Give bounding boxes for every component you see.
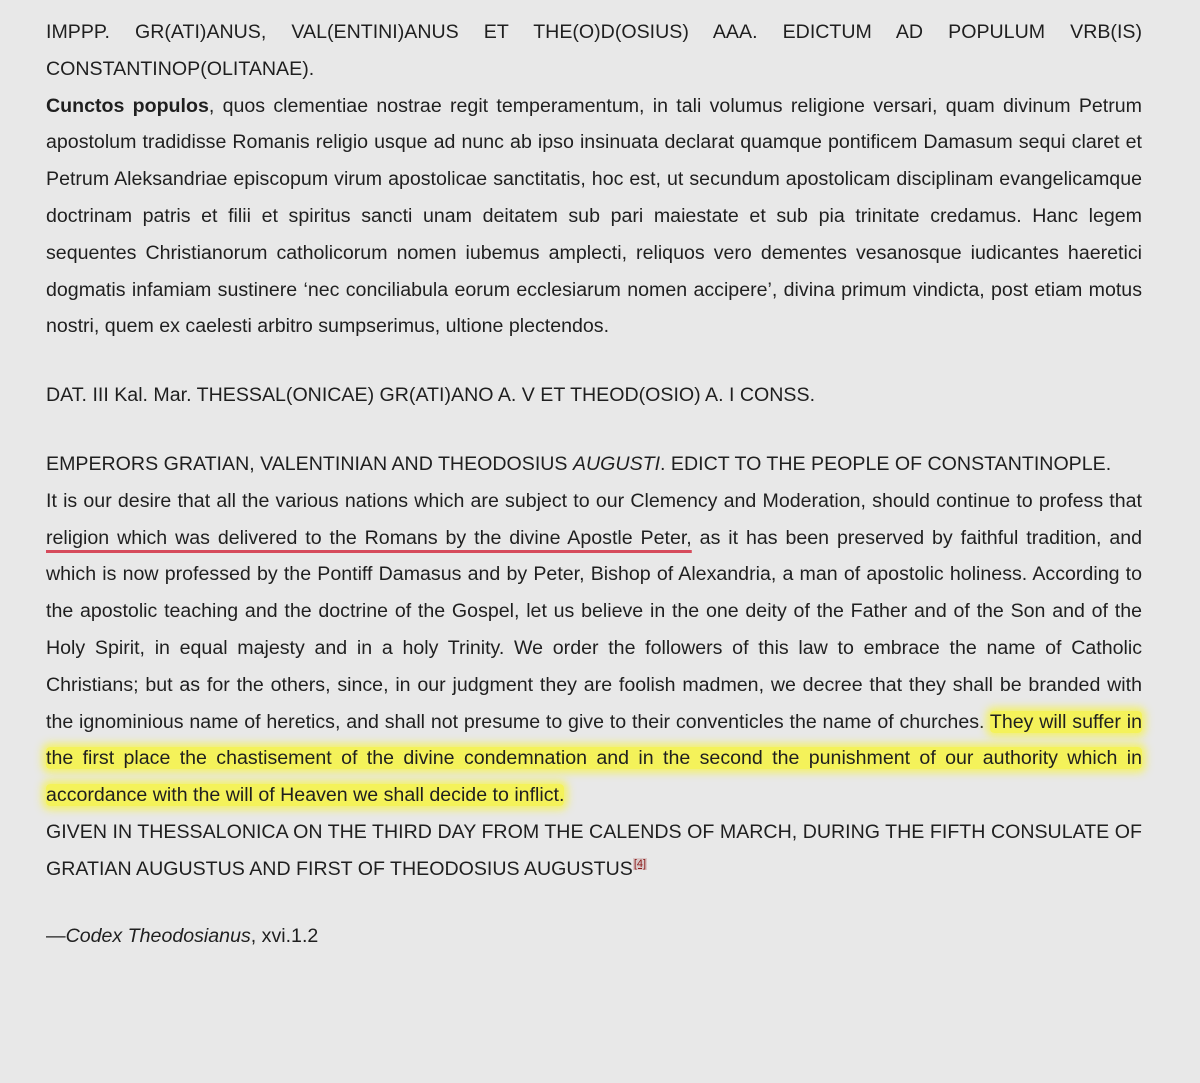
given-line — [46, 814, 1142, 888]
english-heading-part-a: EMPERORS GRATIAN, VALENTINIAN AND THEODOSIUS — [46, 452, 573, 475]
citation-reference: , xvi.1.2 — [250, 924, 319, 947]
latin-lead-phrase: Cunctos populos — [46, 94, 209, 117]
citation-dash: — — [46, 924, 66, 947]
latin-date-line — [46, 377, 1142, 414]
latin-body-text: , quos clementiae nostrae regit temperamentum, in tali volumus religione versari, quam divinum Petrum apostolum tradidisse Romanis religio usque ad nunc ab ipso insinuata declarat quamque pontificem Damasum sequi claret et Petrum Aleksandriae episcopum virum apostolicae sanctitatis, hoc est, ut secundum apostolicam disciplinam evangelicamque doctrinam patris et filii et spiritus sancti unam deitatem sub pari maiestate et sub pia trinitate credamus. Hanc legem sequentes Christianorum catholicorum nomen iubemus amplecti, reliquos vero dementes vesanosque iudicantes haeretici dogmatis infamiam sustinere ‘nec conciliabula eorum ecclesiarum nomen accipere’, divina primum vindicta, post etiam motus nostri, quem ex caelesti arbitro sumpserimus, ultione plectendos. — [46, 94, 1142, 338]
footnote-link[interactable]: [4] — [633, 858, 647, 871]
yellow-highlighted-passage: They will suffer in the first place the chastisement of the divine condemnation and in the second the punishment of our authority which in accordance with the will of Heaven we shall decide to inflict. — [46, 710, 1143, 807]
latin-date-text: DAT. III Kal. Mar. THESSAL(ONICAE) GR(ATI)ANO A. V ET THEOD(OSIO) A. I CONSS. — [46, 384, 816, 407]
english-heading — [46, 446, 1142, 483]
latin-heading — [46, 14, 1142, 88]
english-heading-augusti: AUGUSTI — [572, 452, 661, 475]
latin-heading-text: IMPPP. GR(ATI)ANUS, VAL(ENTINI)ANUS ET THE(O)D(OSIUS) AAA. EDICTUM AD POPULUM VRB(IS) CONSTANTINOP(OLITANAE). — [46, 21, 1142, 80]
red-underlined-phrase: religion which was delivered to the Romans by the divine Apostle Peter, — [46, 526, 692, 549]
english-heading-part-b: . EDICT TO THE PEOPLE OF CONSTANTINOPLE. — [660, 452, 1112, 475]
source-citation — [46, 918, 1142, 955]
english-paragraph — [46, 483, 1142, 814]
edict-document — [46, 14, 1142, 954]
english-body-part-2: as it has been preserved by faithful tradition, and which is now professed by the Pontiff Damasus and by Peter, Bishop of Alexandria, a man of apostolic holiness. According to the apostolic teaching and the doctrine of the Gospel, let us believe in the one deity of the Father and of the Son and of the Holy Spirit, in equal majesty and in a holy Trinity. We order the followers of this law to embrace the name of Catholic Christians; but as for the others, since, in our judgment they are foolish madmen, we decree that they shall be branded with the ignominious name of heretics, and shall not presume to give to their conventicles the name of churches. — [46, 526, 1143, 733]
citation-title: Codex Theodosianus — [65, 924, 251, 947]
given-text: GIVEN IN THESSALONICA ON THE THIRD DAY FROM THE CALENDS OF MARCH, DURING THE FIFTH CONSULATE OF GRATIAN AUGUSTUS AND FIRST OF THEODOSIUS AUGUSTUS — [46, 820, 1142, 880]
latin-paragraph — [46, 88, 1142, 346]
english-body-part-1: It is our desire that all the various nations which are subject to our Clemency and Moderation, should continue to profess that — [46, 489, 1142, 512]
